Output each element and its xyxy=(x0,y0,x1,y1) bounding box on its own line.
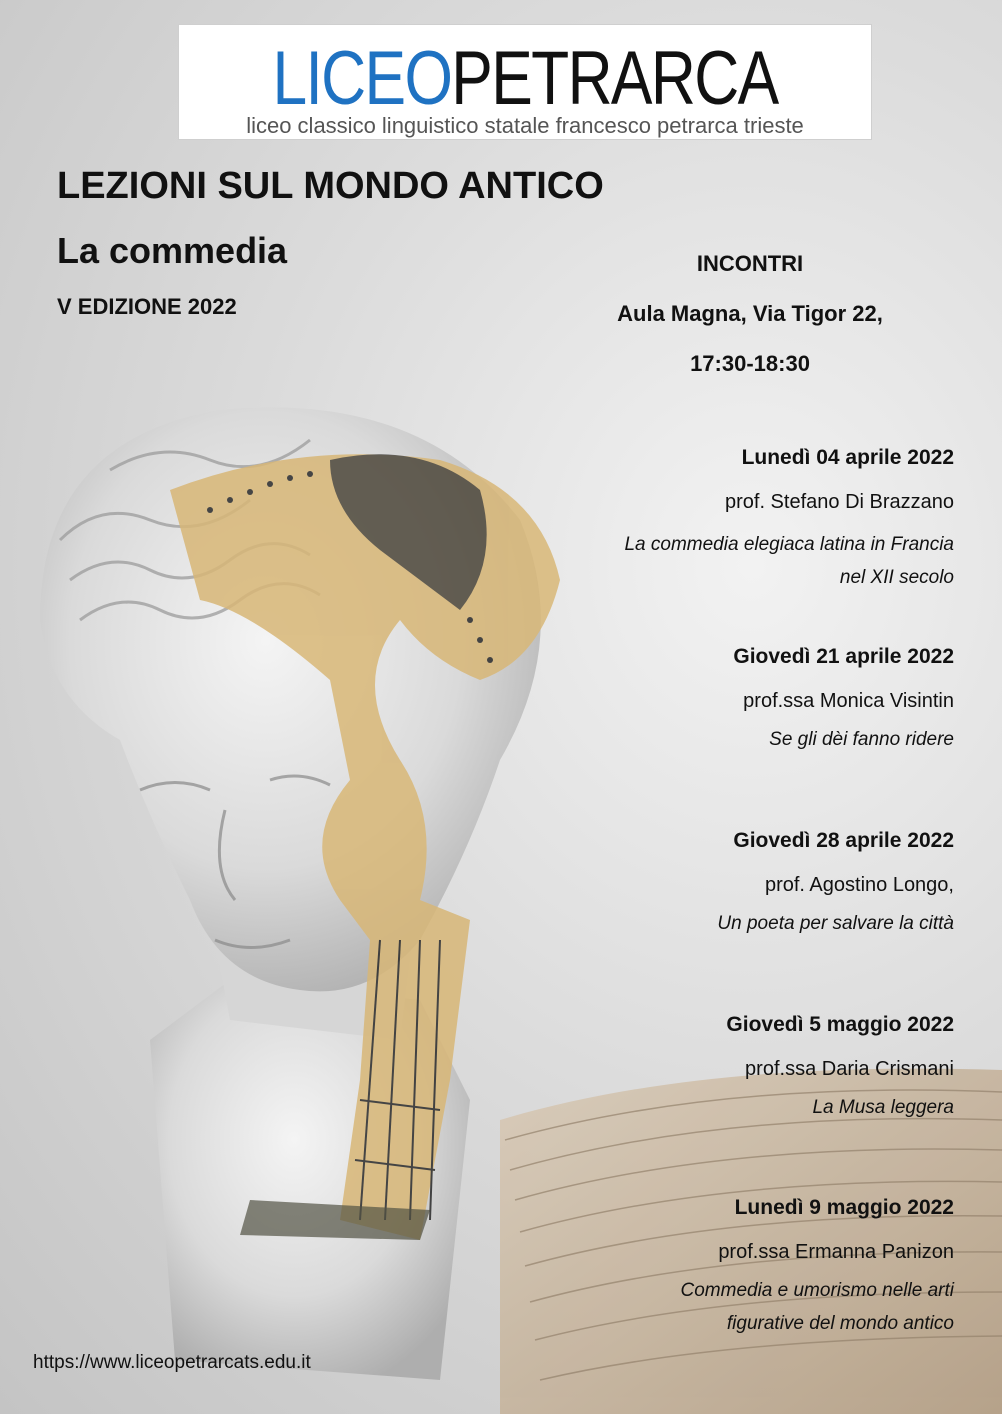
lesson-4 xyxy=(494,1013,954,1124)
lesson-professor: prof. Stefano Di Brazzano xyxy=(724,491,954,513)
lesson-title: Se gli dèi fanno ridere xyxy=(769,729,954,750)
page-subtitle: La commedia xyxy=(57,230,288,271)
lesson-title: Un poeta per salvare la città xyxy=(717,913,954,934)
lesson-date: Lunedì 9 maggio 2022 xyxy=(734,1196,954,1219)
lesson-3 xyxy=(494,829,954,940)
venue-text: Aula Magna, Via Tigor 22, xyxy=(617,301,883,326)
lesson-date: Giovedì 28 aprile 2022 xyxy=(733,829,954,852)
edition-label: V EDIZIONE 2022 xyxy=(57,294,237,319)
time-text: 17:30-18:30 xyxy=(690,351,810,376)
logo-wordmark xyxy=(241,36,808,121)
lesson-professor: prof.ssa Monica Visintin xyxy=(743,690,954,712)
lesson-title-line2: nel XII secolo xyxy=(839,567,954,588)
logo-part-petrarca: PETRARCA xyxy=(451,36,778,121)
website-link[interactable]: https://www.liceopetrarcats.edu.it xyxy=(33,1352,311,1373)
logo-part-liceo: LICEO xyxy=(272,36,452,121)
lesson-title-line1: Commedia e umorismo nelle arti xyxy=(680,1280,954,1301)
incontri-label: INCONTRI xyxy=(696,251,804,276)
logo-box xyxy=(178,24,872,140)
lesson-title-line1: La commedia elegiaca latina in Francia xyxy=(624,534,954,555)
logo-subtitle: liceo classico linguistico statale francesco petrarca trieste xyxy=(246,113,804,138)
page-title: LEZIONI SUL MONDO ANTICO xyxy=(57,165,604,207)
lesson-title xyxy=(494,528,954,594)
lesson-date: Giovedì 21 aprile 2022 xyxy=(733,645,954,668)
lesson-date: Giovedì 5 maggio 2022 xyxy=(726,1013,954,1036)
lesson-title: La Musa leggera xyxy=(812,1097,954,1118)
lesson-professor: prof.ssa Daria Crismani xyxy=(745,1058,954,1080)
lesson-5 xyxy=(494,1196,954,1340)
lesson-professor: prof.ssa Ermanna Panizon xyxy=(718,1241,954,1263)
lesson-2 xyxy=(494,645,954,756)
lesson-date: Lunedì 04 aprile 2022 xyxy=(741,446,954,469)
lesson-title xyxy=(494,1274,954,1340)
lesson-professor: prof. Agostino Longo, xyxy=(764,874,954,896)
lesson-title-line2: figurative del mondo antico xyxy=(726,1313,954,1334)
lesson-1 xyxy=(494,446,954,594)
